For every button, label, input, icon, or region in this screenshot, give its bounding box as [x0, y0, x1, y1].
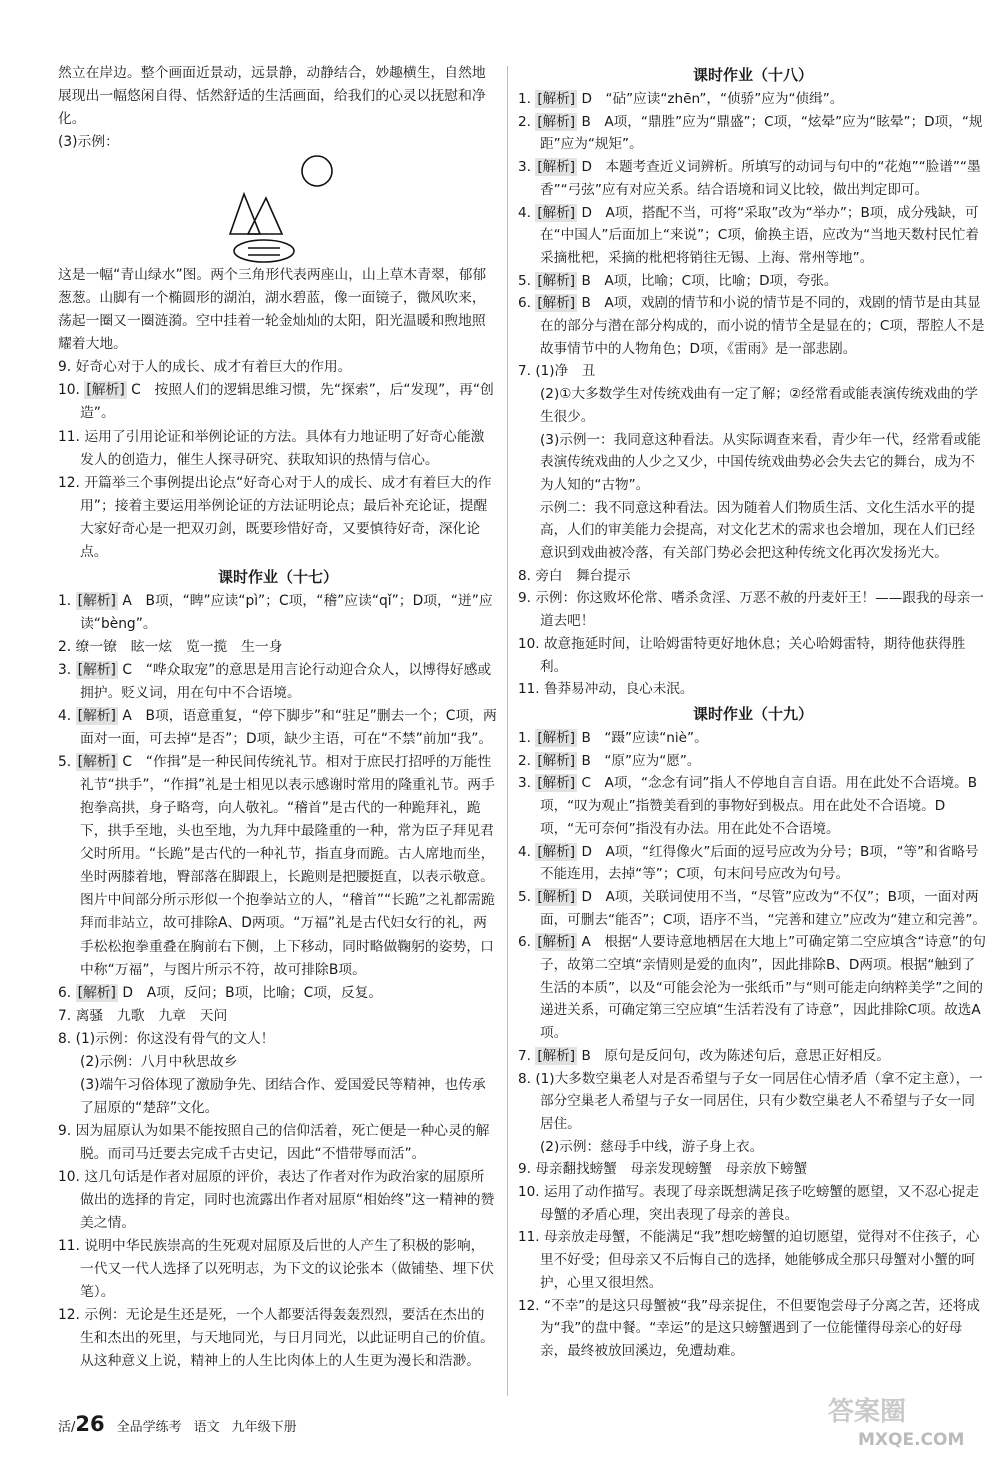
analysis-tag: [解析] [537, 204, 576, 221]
book-title: 全品学练考 [116, 1420, 182, 1435]
answer-item [518, 678, 988, 701]
item-number: 9. [58, 359, 72, 376]
answer-item [518, 1295, 988, 1363]
item-text: 开篇举三个事例提出论点“好奇心对于人的成长、成才有着巨大的作用”；接着主要运用举例论证的方法证明论点；最后补充论证，提醒大家好奇心是一把双刃剑，既要珍惜好奇，又要慎待好奇，深化论点。 [80, 474, 492, 560]
analysis-tag: [解析] [86, 382, 125, 399]
item-text: B A项，戏剧的情节和小说的情节是不同的，戏剧的情节是由其显在的部分与潜在部分构成的，而小说的情节全是显在的；C项，帮腔人不是故事情节中的人物角色；D项，《雷雨》是一部悲剧。 [540, 295, 985, 357]
item-text: 故意拖延时间，让哈姆雷特更好地休息；关心哈姆雷特，期待他获得胜利。 [540, 635, 966, 675]
item-number: 4. [518, 843, 531, 860]
lake-ellipse [234, 240, 294, 262]
answer-item [518, 1158, 988, 1181]
answer-item [58, 1166, 498, 1235]
analysis-tag: [解析] [537, 729, 576, 746]
footer-prefix: 活/ [58, 1420, 76, 1435]
analysis-tag: [解析] [537, 843, 576, 860]
item-text: 示例：你这败坏伦常、嗜杀贪淫、万恶不赦的丹麦奸王！——跟我的母亲一道去吧！ [535, 590, 984, 630]
item-text: A B项，“睥”应读“pì”；C项，“稽”应读“qǐ”；D项，“迸”应读“bèng”。 [80, 592, 493, 632]
item-number: 1. [518, 91, 531, 107]
answer-list [58, 356, 498, 563]
item-text: A 根据“人要诗意地栖居在大地上”可确定第二空应填含“诗意”的句子，故第二空填“亲情则是爱的血肉”，因此排除B、D两项。根据“触到了生活的本质”，以及“可能会沦为一张纸币”与“则可能走向纳粹美学”之间的递进关系，可确定第三空应填“生活若没有了诗意”，因此排除C项。故选A项。 [540, 934, 986, 1042]
item-number: 11. [58, 428, 80, 445]
answer-item [58, 379, 498, 425]
answer-item [518, 1045, 988, 1068]
item-text: D A项，“红得像火”后面的逗号应改为分号；B项，“等”和省略号不能连用，去掉“等”；C项，句末问号应改为句号。 [540, 843, 979, 883]
item-text: C A项，“念念有词”指人不停地自言自语。用在此处不合语境。B项，“叹为观止”指赞美看到的事物好到极点。用在此处不合语境。D项，“无可奈何”指没有办法。用在此处不合语境。 [540, 775, 978, 837]
item-text: (1)净 丑 (2)①大多数学生对传统戏曲有一定了解；②经常看或能表演传统戏曲的学生很少。 (3)示例一：我同意这种看法。从实际调查来看，青少年一代，经常看或能表演传统戏曲的人少之又少，中国传统戏曲势必会失去它的舞台，成为不为人知的“古物”。 示例二：我不同意这种看法。因为随着人们物质生活、文化生活水平的提高，人们的审美能力会提高，对文化艺术的需求也会增加，现在人们已经意识到戏曲被冷落，有关部门势必会把这种传统文化再次发扬光大。 [535, 363, 981, 562]
answer-item [58, 1235, 498, 1304]
item-number: 11. [518, 1229, 540, 1246]
item-text: 这几句话是作者对屈原的评价，表达了作者对作为政治家的屈原所做出的选择的肯定，同时也流露出作者对屈原“相始终”这一精神的赞美之情。 [80, 1168, 495, 1232]
analysis-tag: [解析] [537, 1047, 576, 1064]
sun-circle [302, 156, 332, 186]
analysis-tag: [解析] [537, 272, 576, 289]
answer-item [518, 1181, 988, 1226]
example-label: (3)示例： [58, 134, 119, 151]
answer-item [518, 633, 988, 678]
item-number: 7. [58, 1007, 72, 1024]
intro-paragraph: 然立在岸边。整个画面近景动，远景静，动静结合，妙趣横生，自然地展现出一幅悠闲自得、恬然舒适的生活画面，给我们的心灵以抚慰和净化。 [58, 65, 486, 128]
item-number: 2. [518, 752, 531, 769]
item-number: 3. [518, 159, 531, 176]
right-column [518, 62, 988, 1363]
item-number: 4. [518, 204, 531, 221]
answer-item [58, 705, 498, 751]
answer-item [58, 1028, 498, 1120]
item-text: D “砧”应读“zhēn”，“侦骄”应为“侦缉”。 [581, 91, 844, 107]
answer-item [58, 472, 498, 564]
item-text: 说明中华民族崇高的生死观对屈原及后世的人产生了积极的影响，一代又一代人选择了以死明志，为下文的议论张本（做铺垫、埋下伏笔）。 [80, 1238, 494, 1301]
answer-item [58, 1120, 498, 1166]
item-number: 8. [58, 1030, 72, 1047]
item-text: B 原句是反问句，改为陈述句后，意思正好相反。 [581, 1047, 890, 1064]
landscape-drawing [218, 154, 358, 264]
item-number: 6. [58, 984, 72, 1001]
item-text: 运用了动作描写。表现了母亲既想满足孩子吃螃蟹的愿望，又不忍心捉走母蟹的矛盾心理，突出表现了母亲的善良。 [540, 1184, 979, 1223]
left-column [58, 62, 498, 1373]
item-text: C 按照人们的逻辑思维习惯，先“探索”，后“发现”，再“创造”。 [80, 382, 494, 422]
item-number: 12. [58, 1307, 80, 1324]
column-divider [507, 66, 508, 1396]
item-number: 10. [58, 382, 80, 399]
item-number: 3. [518, 775, 531, 792]
item-number: 9. [518, 1161, 531, 1178]
answer-item [518, 292, 988, 360]
item-number: 2. [58, 638, 72, 655]
item-text: D 本题考查近义词辨析。所填写的动词与句中的“花炮”“脸谱”“墨香”“弓弦”应有对应关系。结合语境和词义比较，做出判定即可。 [540, 159, 981, 198]
item-text: B “蹑”应读“niè”。 [581, 729, 708, 746]
page-number: 26 [75, 1412, 105, 1436]
analysis-tag: [解析] [537, 934, 576, 951]
item-number: 12. [58, 474, 80, 491]
watermark-logo: 答案圈 [828, 1397, 907, 1427]
item-number: 5. [518, 272, 531, 289]
item-number: 1. [518, 729, 531, 746]
item-text: B A项，比喻；C项，比喻；D项，夸张。 [581, 272, 838, 289]
item-text: 好奇心对于人的成长、成才有着巨大的作用。 [75, 359, 352, 376]
analysis-tag: [解析] [537, 295, 576, 312]
intro-text [58, 62, 498, 131]
answer-item [58, 751, 498, 981]
answer-item [518, 727, 988, 750]
answer-item [518, 750, 988, 773]
grade-label: 九年级下册 [231, 1420, 297, 1435]
section-heading: 课时作业（十八） [692, 66, 813, 84]
item-number: 8. [518, 1070, 531, 1087]
item-text: D A项，反问；B项，比喻；C项，反复。 [122, 984, 383, 1001]
item-number: 12. [518, 1297, 540, 1314]
mountain-triangle-left [230, 194, 260, 234]
item-text: 离骚 九歌 九章 天问 [75, 1007, 228, 1024]
answer-item [518, 156, 988, 201]
answer-item [518, 772, 988, 840]
answer-item [518, 931, 988, 1045]
answer-item [518, 841, 988, 886]
landscape-figure [58, 154, 498, 264]
answer-item [58, 659, 498, 705]
answer-item [58, 590, 498, 636]
analysis-tag: [解析] [537, 775, 576, 792]
watermark-url: MXQE.COM [858, 1430, 965, 1450]
item-text: 鲁莽易冲动，良心未泯。 [543, 681, 694, 698]
item-text: (1)示例：你这没有骨气的文人！ (2)示例：八月中秋思故乡 (3)端午习俗体现了激励争先、团结合作、爱国爱民等精神，也传承了屈原的“楚辞”文化。 [75, 1030, 486, 1116]
analysis-tag: [解析] [77, 661, 116, 678]
analysis-tag: [解析] [77, 708, 116, 725]
item-number: 9. [58, 1122, 72, 1139]
answer-item [518, 1068, 988, 1159]
item-text: D A项，搭配不当，可将“采取”改为“举办”；B项，成分残缺，可在“中国人”后面加上“来说”；C项，偷换主语，应改为“当地天数村民忙着采摘枇杷，采摘的枇杷将销往无锡、上海、常州等地”。 [540, 204, 979, 266]
item-text: B A项，“鼎胜”应为“鼎盛”；C项，“炫晕”应为“眩晕”；D项，“规距”应为“规矩”。 [540, 113, 983, 153]
item-text: A B项，语意重复，“停下脚步”和“驻足”删去一个；C项，两面对一面，可去掉“是否”；D项，缺少主语，可在“不禁”前加“我”。 [80, 708, 497, 748]
item-number: 11. [58, 1238, 80, 1255]
analysis-tag: [解析] [77, 592, 116, 609]
item-number: 2. [518, 113, 531, 130]
analysis-tag: [解析] [537, 91, 576, 107]
figure-description: 这是一幅“青山绿水”图。两个三角形代表两座山，山上草木青翠，郁郁葱葱。山脚有一个椭圆形的湖泊，湖水碧蓝，像一面镜子，微风吹来，荡起一圈又一圈涟漪。空中挂着一轮金灿灿的太阳，阳光温暖和煦地照耀着大地。 [58, 267, 487, 353]
item-number: 3. [58, 661, 72, 678]
answer-item [518, 886, 988, 931]
item-number: 10. [518, 1184, 540, 1201]
analysis-tag: [解析] [77, 984, 116, 1001]
item-text: 缭一镣 眩一炫 览一揽 生一身 [75, 638, 283, 655]
answer-item [58, 636, 498, 659]
answer-item [518, 360, 988, 564]
item-number: 10. [58, 1168, 80, 1185]
item-text: 旁白 舞台提示 [535, 567, 631, 584]
subject-label: 语文 [193, 1420, 220, 1435]
answer-item [58, 1304, 498, 1373]
item-text: “不幸”的是这只母蟹被“我”母亲捉住，不但要饱尝母子分离之苦，还将成为“我”的盘中餐。“幸运”的是这只螃蟹遇到了一位能懂得母亲心的好母亲，最终被放回溪边，免遭劫难。 [540, 1297, 980, 1359]
item-number: 7. [518, 363, 531, 380]
analysis-tag: [解析] [537, 888, 576, 905]
item-text: 母亲翻找螃蟹 母亲发现螃蟹 母亲放下螃蟹 [535, 1161, 808, 1178]
item-text: 示例：无论是生还是死，一个人都要活得轰轰烈烈，要活在杰出的生和杰出的死里，与天地同光，与日月同光，以此证明自己的价值。从这种意义上说，精神上的人生比肉体上的人生更为漫长和浩渺。 [80, 1307, 494, 1370]
item-number: 5. [518, 888, 531, 905]
item-text: C “哗众取宠”的意思是用言论行动迎合众人，以博得好感或拥护。贬义词，用在句中不合语境。 [80, 661, 492, 701]
section-heading: 课时作业（十七） [217, 567, 338, 586]
answer-list [518, 88, 988, 701]
item-number: 7. [518, 1047, 531, 1064]
item-text: 母亲放走母蟹，不能满足“我”想吃螃蟹的迫切愿望，觉得对不住孩子，心里不好受；但母亲又不后悔自己的选择，她能够成全那只母蟹对小蟹的呵护，心里又很坦然。 [540, 1229, 980, 1291]
item-number: 5. [58, 754, 72, 771]
item-number: 1. [58, 592, 72, 609]
answer-list [58, 590, 498, 1374]
item-number: 6. [518, 934, 531, 951]
answer-item [58, 356, 498, 379]
answer-item [518, 111, 988, 156]
section-heading: 课时作业（十九） [692, 704, 813, 723]
item-text: 因为屈原认为如果不能按照自己的信仰活着，死亡便是一种心灵的解脱。而司马迁要去完成千古史记，因此“不惜带辱而活”。 [75, 1122, 490, 1162]
item-number: 4. [58, 708, 72, 725]
answer-item [518, 202, 988, 270]
item-number: 11. [518, 681, 540, 698]
item-number: 10. [518, 635, 540, 652]
answer-item [518, 270, 988, 293]
answer-item [518, 88, 988, 111]
item-text: D A项，关联词使用不当，“尽管”应改为“不仅”；B项，一面对两面，可删去“能否”；C项，语序不当，“完善和建立”应改为“建立和完善”。 [540, 888, 986, 928]
answer-item [518, 565, 988, 588]
answer-item [518, 587, 988, 632]
item-text: C “作揖”是一种民间传统礼节。相对于庶民打招呼的万能性礼节“拱手”，“作揖”礼是士相见以表示感谢时常用的隆重礼节。两手抱拳高拱，身子略弯，向人敬礼。“稽首”是古代的一种跪拜礼，跪下，拱手至地，头也至地，为九拜中最隆重的一种，常为臣子拜见君父时所用。“长跪”是古代的一种礼节，指直身而跪。古人席地而坐，坐时两膝着地，臀部落在脚跟上，长跪则是把腰挺直，以表示敬意。图片中间部分所示形似一个抱拳站立的人，“稽首”“长跪”之礼都需跪拜而非站立，故可排除A、D两项。“万福”礼是古代妇女行的礼，两手松松抱拳重叠在胸前右下侧，上下移动，同时略做鞠躬的姿势，口中称“万福”，与图片所示不符，故可排除B项。 [80, 754, 495, 978]
item-number: 9. [518, 590, 531, 607]
analysis-tag: [解析] [537, 113, 576, 130]
analysis-tag: [解析] [77, 754, 116, 771]
analysis-tag: [解析] [537, 159, 576, 176]
item-text: B “原”应为“愿”。 [581, 752, 701, 769]
item-text: (1)大多数空巢老人对是否希望与子女一同居住心情矛盾（拿不定主意），一部分空巢老人希望与子女一同居住，只有少数空巢老人不希望与子女一同居住。 (2)示例：慈母手中线，游子身上衣。 [535, 1070, 983, 1155]
answer-list [518, 727, 988, 1363]
answer-item [58, 1005, 498, 1028]
answer-item [58, 982, 498, 1005]
answer-item [58, 426, 498, 472]
page-footer [58, 1412, 297, 1440]
item-text: 运用了引用论证和举例论证的方法。具体有力地证明了好奇心能激发人的创造力，催生人探寻研究、获取知识的热情与信心。 [80, 428, 485, 468]
item-number: 8. [518, 567, 531, 584]
answer-item [518, 1226, 988, 1294]
analysis-tag: [解析] [537, 752, 576, 769]
item-number: 6. [518, 295, 531, 312]
